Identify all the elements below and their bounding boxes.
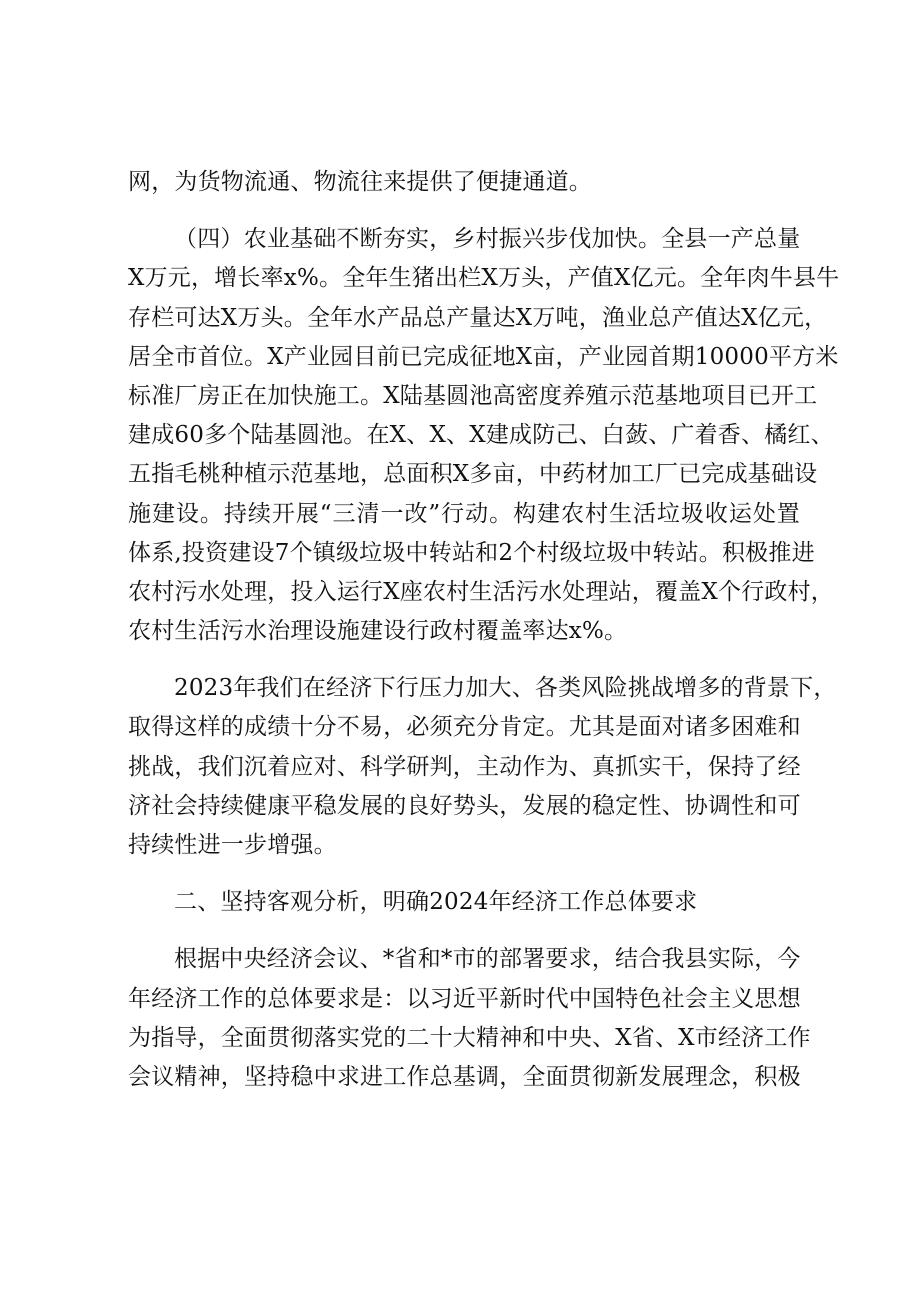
- text-line: 农村生活污水治理设施建设行政村覆盖率达x%。: [128, 618, 628, 645]
- text-line: 取得这样的成绩十分不易，必须充分肯定。尤其是面对诸多困难和: [128, 714, 801, 741]
- paragraph-overall-requirements: [128, 940, 811, 1097]
- paragraph-agriculture: [128, 220, 840, 651]
- paragraph-gap: [128, 202, 800, 220]
- text-line: 2023年我们在经济下行压力加大、各类风险挑战增多的背景下，: [174, 675, 837, 702]
- text-line: 五指毛桃种植示范基地，总面积X多亩，中药材加工厂已完成基础设: [128, 461, 818, 488]
- text-line: 体系,投资建设7个镇级垃圾中转站和2个村级垃圾中转站。积极推进: [128, 539, 815, 566]
- text-line: 居全市首位。X产业园目前已完成征地X亩，产业园首期10000平方米: [128, 343, 839, 370]
- paragraph-gap: [128, 865, 800, 883]
- paragraph-gap: [128, 651, 800, 669]
- text-line: 挑战，我们沉着应对、科学研判，主动作为、真抓实干，保持了经: [128, 753, 801, 780]
- text-line: 建成60多个陆基圆池。在X、X、X建成防己、白蔹、广着香、橘红、: [128, 422, 834, 449]
- paragraph-gap: [128, 922, 800, 940]
- text-line: （四）农业基础不断夯实，乡村振兴步伐加快。全县一产总量: [174, 226, 801, 253]
- text-line: 网，为货物流通、物流往来提供了便捷通道。: [128, 169, 592, 195]
- section-heading: 二、坚持客观分析，明确2024年经济工作总体要求: [174, 889, 698, 916]
- text-line: X万元，增长率x%。全年生猪出栏X万头，产值X亿元。全年肉牛县牛: [128, 265, 840, 292]
- text-line: 标准厂房正在加快施工。X陆基圆池高密度养殖示范基地项目已开工: [128, 382, 818, 409]
- text-line: 持续性进一步增强。: [128, 832, 337, 858]
- text-line: 济社会持续健康平稳发展的良好势头，发展的稳定性、协调性和可: [128, 792, 801, 819]
- document-body: [128, 163, 840, 1097]
- paragraph-2023-summary: [128, 669, 837, 865]
- section-heading-2024-requirements: [128, 883, 800, 922]
- text-line: 存栏可达X万头。全年水产品总产量达X万吨，渔业总产值达X亿元，: [128, 304, 828, 331]
- text-line: 施建设。持续开展“三清一改”行动。构建农村生活垃圾收运处置: [128, 500, 800, 527]
- text-line: 根据中央经济会议、*省和*市的部署要求，结合我县实际，今: [174, 946, 801, 973]
- text-line: 农村污水处理，投入运行X座农村生活污水处理站，覆盖X个行政村，: [128, 578, 834, 605]
- paragraph-roads-ending: [128, 163, 800, 202]
- text-line: 会议精神，坚持稳中求进工作总基调，全面贯彻新发展理念，积极: [128, 1063, 801, 1090]
- text-line: 年经济工作的总体要求是：以习近平新时代中国特色社会主义思想: [128, 985, 801, 1012]
- text-line: 为指导，全面贯彻落实党的二十大精神和中央、X省、X市经济工作: [128, 1024, 811, 1051]
